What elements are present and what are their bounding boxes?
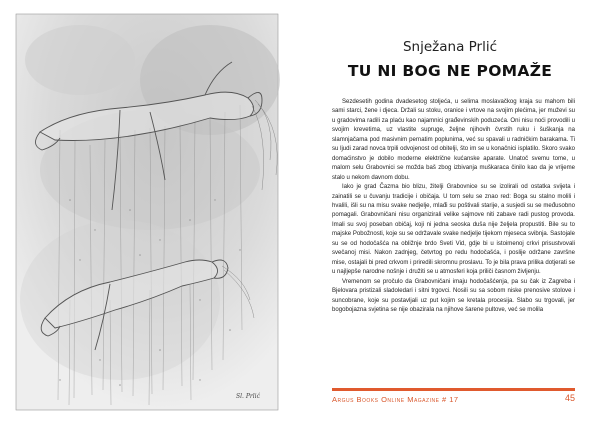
magazine-name: Argus Books Online Magazine # 17 bbox=[332, 395, 459, 404]
article-body bbox=[332, 98, 575, 380]
article-paragraph: Šezdesetih godina dvadesetog stoljeća, u selima moslavačkog kraja su mahom bili sami starci, žene i djeca. Držali su stoku, oranice i vrtove na svojim plećima, jer muževi su u gradovima radili za plaću kao najamnici građevinskih poduzeća. Oni nisu noći provodili u svojim krevetima, uz vlastite supruge, željne njihovih čvrstih ruku i šuškanja na slamnjačama pod masivnim pernatim poplunima, već su spavali u radničkim barakama. Ti su ljudi zarad novca trpili odvojenost od obitelji, što im se u konačnici isplatilo. Skoro svako domaćinstvo je dobilo moderne električne kućanske aparate. Unatoč svemu tome, u malom selu Grabovnici se možda baš zbog izbivanja muškaraca činilo kao da je vrijeme stalo u nekom davnom dobu. bbox=[332, 99, 575, 181]
text-page bbox=[300, 0, 600, 424]
article-title: TU NI BOG NE POMAŽE bbox=[347, 62, 553, 80]
article-paragraph: Iako je grad Čazma bio blizu, žitelji Grabovnice su se izolirali od ostatka svijeta i zainatili se u čuvanju tradicije i običaja. U tom selu se znao red: Boga su stalno molili i hvalili, išli su na misu svake nedjelje, mlađi su poštivali starije, a susjedi su se međusobno pomagali. Grabovničani nisu organizirali velike sajmove niti zabave radi pustog provoda. Imali su svoj poseban običaj, koji ni jedna seoska duša nije željela propustiti. Bile su to majske Pobožnosti, koje su se održavale svake nedjelje tijekom mjeseca svibnja. Sastojale su se od hodočašća na obližnje brdo Sveti Vid, gdje bi u istoimenoj crkvi prisustvovali svečanoj misi. Nakon zadnjeg, četvrtog po redu hodočašća, i poslije održane završne mise, ostajali bi pred crkvom i priredili skromnu proslavu. To je bila prava prilika dotjerati se u najljepše narodne nošnje i družiti se u atmosferi koja priliči časnom življenju. bbox=[332, 184, 575, 276]
page-number: 45 bbox=[564, 393, 575, 403]
footer-rule bbox=[332, 388, 575, 391]
author-name: Snježana Prlić bbox=[402, 39, 498, 55]
article-paragraph: Vremenom se pročulo da Grabovničani imaju hodočašćenja, pa su čak iz Zagreba i Bjelovara pristizali sladoledari i sitni trgovci. Nosili su sa sobom niske prenosive stolove i suncobrane, koje su postavljali uz put kojim se kretala procesija. Slabo su trgovali, jer bogobojazna svjetina se nije obazirala na njihove šarene pultove, već se molila bbox=[332, 278, 575, 313]
artist-signature: Sl. Prlić bbox=[236, 393, 260, 400]
